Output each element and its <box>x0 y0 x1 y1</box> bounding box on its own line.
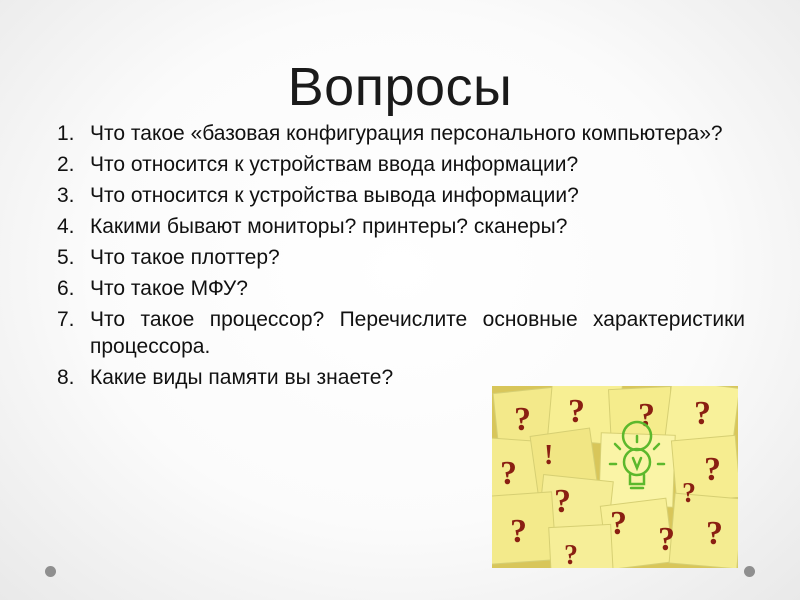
svg-text:?: ? <box>510 513 527 550</box>
question-text: Что относится к устройствам ввода информации? <box>90 153 579 176</box>
next-slide-dot-icon[interactable] <box>744 566 755 577</box>
question-text: Что такое плоттер? <box>90 246 280 269</box>
svg-text:!: ! <box>544 440 554 471</box>
prev-slide-dot-icon[interactable] <box>45 566 56 577</box>
sticky-notes-question-marks-lightbulb-icon <box>492 386 738 568</box>
svg-text:?: ? <box>658 521 675 558</box>
svg-text:?: ? <box>682 478 696 509</box>
question-number: 7. <box>57 308 75 331</box>
question-text: Что такое МФУ? <box>90 277 248 300</box>
svg-text:?: ? <box>706 515 723 552</box>
questions-list <box>57 120 745 395</box>
question-text: Что такое процессор? Перечислите основные характеристики процессора. <box>90 308 745 358</box>
question-number: 6. <box>57 277 75 300</box>
svg-text:?: ? <box>564 540 578 568</box>
question-text: Какие виды памяти вы знаете? <box>90 366 394 389</box>
question-number: 5. <box>57 246 75 269</box>
question-text: Что относится к устройства вывода информации? <box>90 184 579 207</box>
question-number: 3. <box>57 184 75 207</box>
question-number: 2. <box>57 153 75 176</box>
question-number: 1. <box>57 122 75 145</box>
question-item-6 <box>57 275 745 302</box>
question-item-5 <box>57 244 745 271</box>
question-item-4 <box>57 213 745 240</box>
svg-text:?: ? <box>694 395 711 432</box>
svg-text:?: ? <box>610 505 627 542</box>
question-item-2 <box>57 151 745 178</box>
question-number: 8. <box>57 366 75 389</box>
question-number: 4. <box>57 215 75 238</box>
svg-text:?: ? <box>638 397 655 434</box>
svg-text:?: ? <box>554 483 571 520</box>
question-text: Что такое «базовая конфигурация персонального компьютера»? <box>90 122 723 145</box>
slide-title: Вопросы <box>287 57 513 117</box>
svg-text:?: ? <box>514 401 531 438</box>
question-item-7 <box>57 306 745 360</box>
question-text: Какими бывают мониторы? принтеры? сканеры? <box>90 215 568 238</box>
svg-text:?: ? <box>704 451 721 488</box>
svg-text:?: ? <box>500 455 517 492</box>
question-item-1 <box>57 120 745 147</box>
svg-text:?: ? <box>568 393 585 430</box>
question-item-3 <box>57 182 745 209</box>
